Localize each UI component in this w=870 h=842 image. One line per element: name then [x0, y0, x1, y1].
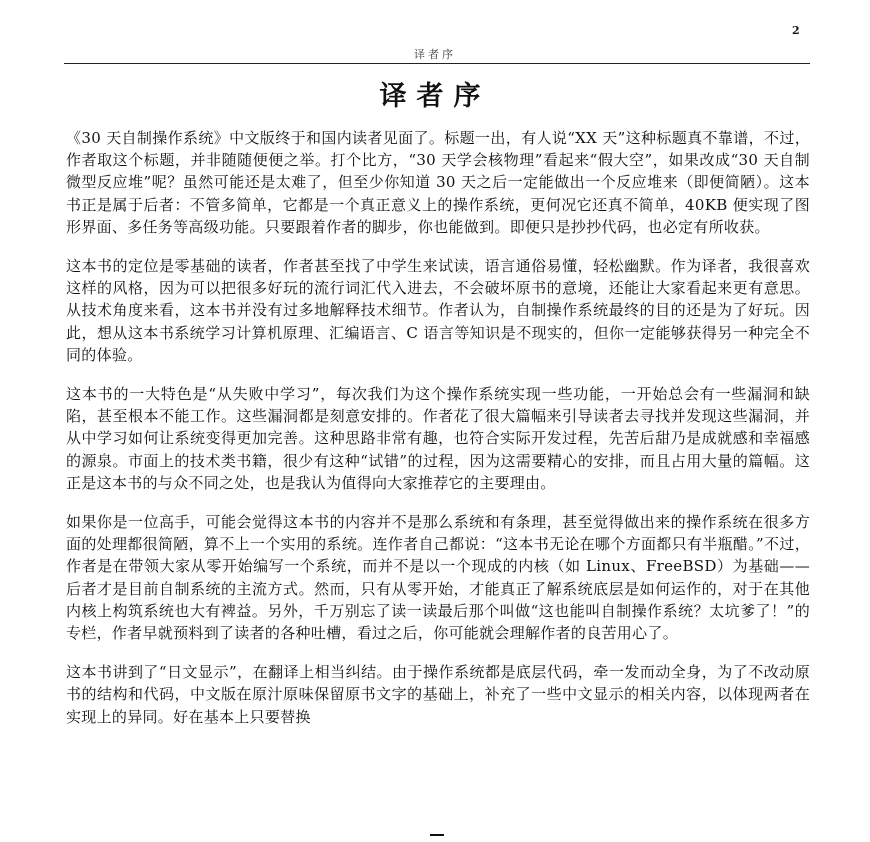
paragraph-3: 这本书的一大特色是“从失败中学习”，每次我们为这个操作系统实现一些功能，一开始总会有一些漏洞和缺陷，甚至根本不能工作。这些漏洞都是刻意安排的。作者花了很大篇幅来引导读者去寻找并发现这些漏洞，并从中学习如何让系统变得更加完善。这种思路非常有趣，也符合实际开发过程，先苦后甜乃是成就感和幸福感的源泉。市面上的技术类书籍，很少有这种“试错”的过程，因为这需要精心的安排，而且占用大量的篇幅。这正是这本书的与众不同之处，也是我认为值得向大家推荐它的主要理由。 — [66, 385, 810, 492]
running-header: 译者序 — [414, 48, 456, 61]
page-title: 译者序 — [379, 81, 491, 112]
paragraph-2: 这本书的定位是零基础的读者，作者甚至找了中学生来试读，语言通俗易懂，轻松幽默。作为译者，我很喜欢这样的风格，因为可以把很多好玩的流行词汇代入进去，不会破坏原书的意境，还能让大家看起来更有意思。从技术角度来看，这本书并没有过多地解释技术细节。作者认为，自制操作系统最终的目的还是为了好玩。因此，想从这本书系统学习计算机原理、汇编语言、C 语言等知识是不现实的，但你一定能够获得另一种完全不同的体验。 — [66, 257, 810, 364]
body-text — [66, 127, 810, 745]
header-rule — [64, 63, 810, 64]
paragraph-1: 《30 天自制操作系统》中文版终于和国内读者见面了。标题一出，有人说“XX 天”这种标题真不靠谱，不过，作者取这个标题，并非随随便便之举。打个比方，“30 天学会核物理”看起来“假大空”，如果改成“30 天自制微型反应堆”呢？虽然可能还是太难了，但至少你知道 30 天之后一定能做出一个反应堆来（即便简陋）。这本书正是属于后者：不管多简单，它都是一个真正意义上的操作系统，更何况它还真不简单，40KB 便实现了图形界面、多任务等高级功能。只要跟着作者的脚步，你也能做到。即便只是抄抄代码，也必定有所收获。 — [66, 129, 810, 236]
paragraph-5: 这本书讲到了“日文显示”，在翻译上相当纠结。由于操作系统都是底层代码，牵一发而动全身，为了不改动原书的结构和代码，中文版在原汁原味保留原书文字的基础上，补充了一些中文显示的相关内容，以体现两者在实现上的异同。好在基本上只要替换 — [66, 663, 810, 726]
page-number: 2 — [792, 24, 800, 37]
footer-mark — [430, 834, 444, 839]
paragraph-4: 如果你是一位高手，可能会觉得这本书的内容并不是那么系统和有条理，甚至觉得做出来的操作系统在很多方面的处理都很简陋，算不上一个实用的系统。连作者自己都说：“这本书无论在哪个方面都只有半瓶醋。”不过，作者是在带领大家从零开始编写一个系统，而并不是以一个现成的内核（如 Linux、FreeBSD）为基础——后者才是目前自制系统的主流方式。然而，只有从零开始，才能真正了解系统底层是如何运作的，对于在其他内核上构筑系统也大有裨益。另外，千万别忘了读一读最后那个叫做“这也能叫自制操作系统？太坑爹了！”的专栏，作者早就预料到了读者的各种吐槽，看过之后，你可能就会理解作者的良苦用心了。 — [66, 513, 810, 643]
